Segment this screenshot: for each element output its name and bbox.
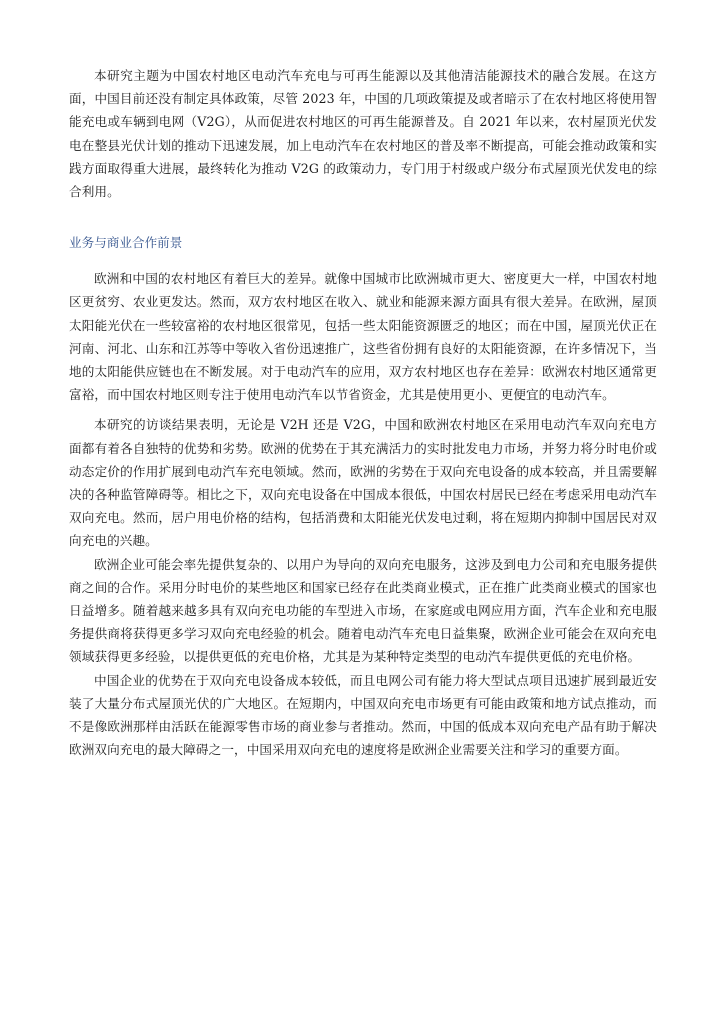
body-paragraph-4: 中国企业的优势在于双向充电设备成本较低，而且电网公司有能力将大型试点项目迅速扩展到最近安装了大量分布式屋顶光伏的广大地区。在短期内，中国双向充电市场更有可能由政策和地方试点推动，而不是像欧洲那样由活跃在能源零售市场的商业参与者推动。然而，中国的低成本双向充电产品有助于解决欧洲双向充电的最大障碍之一，中国采用双向充电的速度将是欧洲企业需要关注和学习的重要方面。 xyxy=(69,672,657,758)
intro-paragraph: 本研究主题为中国农村地区电动汽车充电与可再生能源以及其他清洁能源技术的融合发展。在这方面，中国目前还没有制定具体政策，尽管 2023 年，中国的几项政策提及或者暗示了在农村地区将使用智能充电或车辆到电网（V2G），从而促进农村地区的可再生能源普及。自 2021 年以来，农村屋顶光伏发电在整县光伏计划的推动下迅速发展，加上电动汽车在农村地区的普及率不断提高，可能会推动政策和实践方面取得重大进展，最终转化为推动 V2G 的政策动力，专门用于村级或户级分布式屋顶光伏发电的综合利用。 xyxy=(69,68,657,200)
body-paragraph-3: 欧洲企业可能会率先提供复杂的、以用户为导向的双向充电服务，这涉及到电力公司和充电服务提供商之间的合作。采用分时电价的某些地区和国家已经存在此类商业模式，正在推广此类商业模式的国家也日益增多。随着越来越多具有双向充电功能的车型进入市场，在家庭或电网应用方面，汽车企业和充电服务提供商将获得更多学习双向充电经验的机会。随着电动汽车充电日益集聚，欧洲企业可能会在双向充电领域获得更多经验，以提供更低的充电价格，尤其是为某种特定类型的电动汽车提供更低的充电价格。 xyxy=(69,556,657,665)
document-page xyxy=(69,64,657,761)
body-paragraph-1: 欧洲和中国的农村地区有着巨大的差异。就像中国城市比欧洲城市更大、密度更大一样，中国农村地区更贫穷、农业更发达。然而，双方农村地区在收入、就业和能源来源方面具有很大差异。在欧洲，屋顶太阳能光伏在一些较富裕的农村地区很常见，包括一些太阳能资源匮乏的地区；而在中国，屋顶光伏正在河南、河北、山东和江苏等中等收入省份迅速推广，这些省份拥有良好的太阳能资源，在许多情况下，当地的太阳能供应链也在不断发展。对于电动汽车的应用，双方农村地区也存在差异：欧洲农村地区通常更富裕，而中国农村地区则专注于使用电动汽车以节省资金，尤其是使用更小、更便宜的电动汽车。 xyxy=(69,271,657,403)
section-body xyxy=(69,267,657,761)
body-paragraph-2: 本研究的访谈结果表明，无论是 V2H 还是 V2G，中国和欧洲农村地区在采用电动汽车双向充电方面都有着各自独特的优势和劣势。欧洲的优势在于其充满活力的实时批发电力市场，并努力将分时电价或动态定价的作用扩展到电动汽车充电领域。然而，欧洲的劣势在于双向充电设备的成本较高，并且需要解决的各种监管障碍等。相比之下，双向充电设备在中国成本很低，中国农村居民已经在考虑采用电动汽车双向充电。然而，居户用电价格的结构，包括消费和太阳能光伏发电过剩，将在短期内抑制中国居民对双向充电的兴趣。 xyxy=(69,417,657,549)
section-heading: 业务与商业合作前景 xyxy=(69,235,183,251)
